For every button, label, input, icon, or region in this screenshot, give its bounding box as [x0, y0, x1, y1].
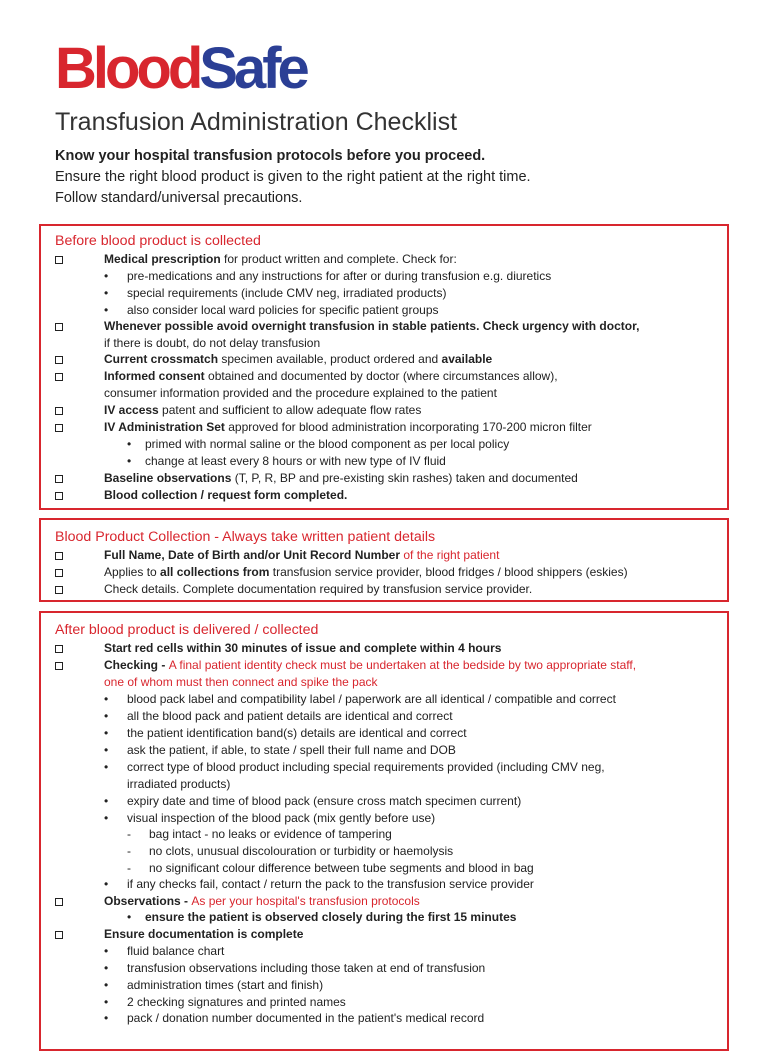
- checkbox[interactable]: [55, 373, 63, 381]
- bullet-icon: •: [104, 709, 109, 723]
- item-overnight-cont: if there is doubt, do not delay transfusion: [104, 336, 321, 350]
- checkbox[interactable]: [55, 898, 63, 906]
- item-consent: Informed consent obtained and documented by doctor (where circumstances allow),: [104, 369, 558, 383]
- bullet-icon: •: [104, 877, 109, 891]
- dash-icon: -: [127, 861, 131, 875]
- checkbox[interactable]: [55, 552, 63, 560]
- item-check-details: Check details. Complete documentation required by transfusion service provider.: [104, 582, 533, 596]
- checkbox[interactable]: [55, 662, 63, 670]
- bullet-icon: •: [104, 961, 109, 975]
- list-item: correct type of blood product including special requirements provided (including CMV neg,: [127, 760, 605, 774]
- bullet-icon: •: [127, 910, 132, 924]
- checkbox[interactable]: [55, 645, 63, 653]
- list-item-cont: irradiated products): [127, 777, 231, 791]
- item-observations: Observations - As per your hospital's transfusion protocols: [104, 894, 420, 908]
- list-item: change at least every 8 hours or with new type of IV fluid: [145, 454, 446, 468]
- checkbox[interactable]: [55, 323, 63, 331]
- item-full-name: Full Name, Date of Birth and/or Unit Record Number of the right patient: [104, 548, 500, 562]
- bloodsafe-logo: BloodSafe: [55, 36, 306, 101]
- bullet-icon: •: [104, 692, 109, 706]
- checkbox[interactable]: [55, 475, 63, 483]
- bullet-icon: •: [104, 743, 109, 757]
- item-start-red-cells: Start red cells within 30 minutes of issue and complete within 4 hours: [104, 641, 502, 655]
- section-heading: Blood Product Collection - Always take written patient details: [55, 529, 436, 545]
- checkbox[interactable]: [55, 256, 63, 264]
- item-checking: Checking - A final patient identity check must be undertaken at the bedside by two appropriate staff,: [104, 658, 637, 672]
- list-item: primed with normal saline or the blood component as per local policy: [145, 437, 510, 451]
- list-item: the patient identification band(s) details are identical and correct: [127, 726, 467, 740]
- dash-item: no significant colour difference between tube segments and blood in bag: [149, 861, 534, 875]
- item-baseline: Baseline observations (T, P, R, BP and pre-existing skin rashes) taken and documented: [104, 471, 578, 485]
- checkbox[interactable]: [55, 424, 63, 432]
- dash-item: bag intact - no leaks or evidence of tampering: [149, 827, 392, 841]
- bullet-icon: •: [104, 794, 109, 808]
- page-title: Transfusion Administration Checklist: [55, 108, 458, 136]
- bullet-icon: •: [104, 269, 109, 283]
- item-overnight: Whenever possible avoid overnight transfusion in stable patients. Check urgency with doctor,: [104, 319, 640, 333]
- checkbox[interactable]: [55, 492, 63, 500]
- checkbox[interactable]: [55, 356, 63, 364]
- dash-icon: -: [127, 844, 131, 858]
- bullet-icon: •: [104, 995, 109, 1009]
- list-item: transfusion observations including those taken at end of transfusion: [127, 961, 486, 975]
- list-item: administration times (start and finish): [127, 978, 324, 992]
- dash-icon: -: [127, 827, 131, 841]
- bullet-icon: •: [104, 760, 109, 774]
- bullet-icon: •: [104, 1011, 109, 1025]
- item-crossmatch: Current crossmatch specimen available, product ordered and available: [104, 352, 493, 366]
- intro-line-1: Know your hospital transfusion protocols before you proceed.: [55, 148, 486, 164]
- list-item: expiry date and time of blood pack (ensure cross match specimen current): [127, 794, 522, 808]
- checkbox[interactable]: [55, 407, 63, 415]
- bullet-icon: •: [104, 286, 109, 300]
- section-heading: Before blood product is collected: [55, 233, 261, 249]
- item-consent-cont: consumer information provided and the procedure explained to the patient: [104, 386, 497, 400]
- section-heading: After blood product is delivered / collected: [55, 622, 319, 638]
- bullet-icon: •: [104, 978, 109, 992]
- list-item: also consider local ward policies for specific patient groups: [127, 303, 439, 317]
- list-item: pack / donation number documented in the patient's medical record: [127, 1011, 485, 1025]
- item-iv-access: IV access patent and sufficient to allow adequate flow rates: [104, 403, 422, 417]
- bullet-icon: •: [104, 303, 109, 317]
- list-item: all the blood pack and patient details are identical and correct: [127, 709, 453, 723]
- item-documentation: Ensure documentation is complete: [104, 927, 304, 941]
- section-before-collection: [39, 224, 729, 510]
- bullet-icon: •: [104, 726, 109, 740]
- checkbox[interactable]: [55, 569, 63, 577]
- intro-line-2: Ensure the right blood product is given to the right patient at the right time.: [55, 169, 531, 185]
- intro-line-3: Follow standard/universal precautions.: [55, 190, 303, 206]
- section-after-delivery: [39, 611, 729, 1051]
- list-item: visual inspection of the blood pack (mix gently before use): [127, 811, 436, 825]
- section-collection: [39, 518, 729, 602]
- list-item: special requirements (include CMV neg, irradiated products): [127, 286, 447, 300]
- item-collection-form: Blood collection / request form completed.: [104, 488, 348, 502]
- item-iv-set: IV Administration Set approved for blood administration incorporating 170-200 micron filter: [104, 420, 592, 434]
- intro-text: [55, 146, 531, 209]
- list-item: ask the patient, if able, to state / spell their full name and DOB: [127, 743, 456, 757]
- item-checking-cont: one of whom must then connect and spike the pack: [104, 675, 378, 689]
- bullet-icon: •: [127, 454, 132, 468]
- bullet-icon: •: [104, 811, 109, 825]
- bullet-icon: •: [104, 944, 109, 958]
- list-item: if any checks fail, contact / return the pack to the transfusion service provider: [127, 877, 534, 891]
- bullet-icon: •: [127, 437, 132, 451]
- item-applies: Applies to all collections from transfusion service provider, blood fridges / blood shippers (eskies): [104, 565, 628, 579]
- item-prescription: Medical prescription for product written and complete. Check for:: [104, 252, 457, 266]
- list-item: blood pack label and compatibility label / paperwork are all identical / compatible and correct: [127, 692, 616, 706]
- list-item: ensure the patient is observed closely during the first 15 minutes: [145, 910, 517, 924]
- checkbox[interactable]: [55, 586, 63, 594]
- checkbox[interactable]: [55, 931, 63, 939]
- list-item: pre-medications and any instructions for after or during transfusion e.g. diuretics: [127, 269, 552, 283]
- dash-item: no clots, unusual discolouration or turbidity or haemolysis: [149, 844, 454, 858]
- list-item: fluid balance chart: [127, 944, 225, 958]
- list-item: 2 checking signatures and printed names: [127, 995, 346, 1009]
